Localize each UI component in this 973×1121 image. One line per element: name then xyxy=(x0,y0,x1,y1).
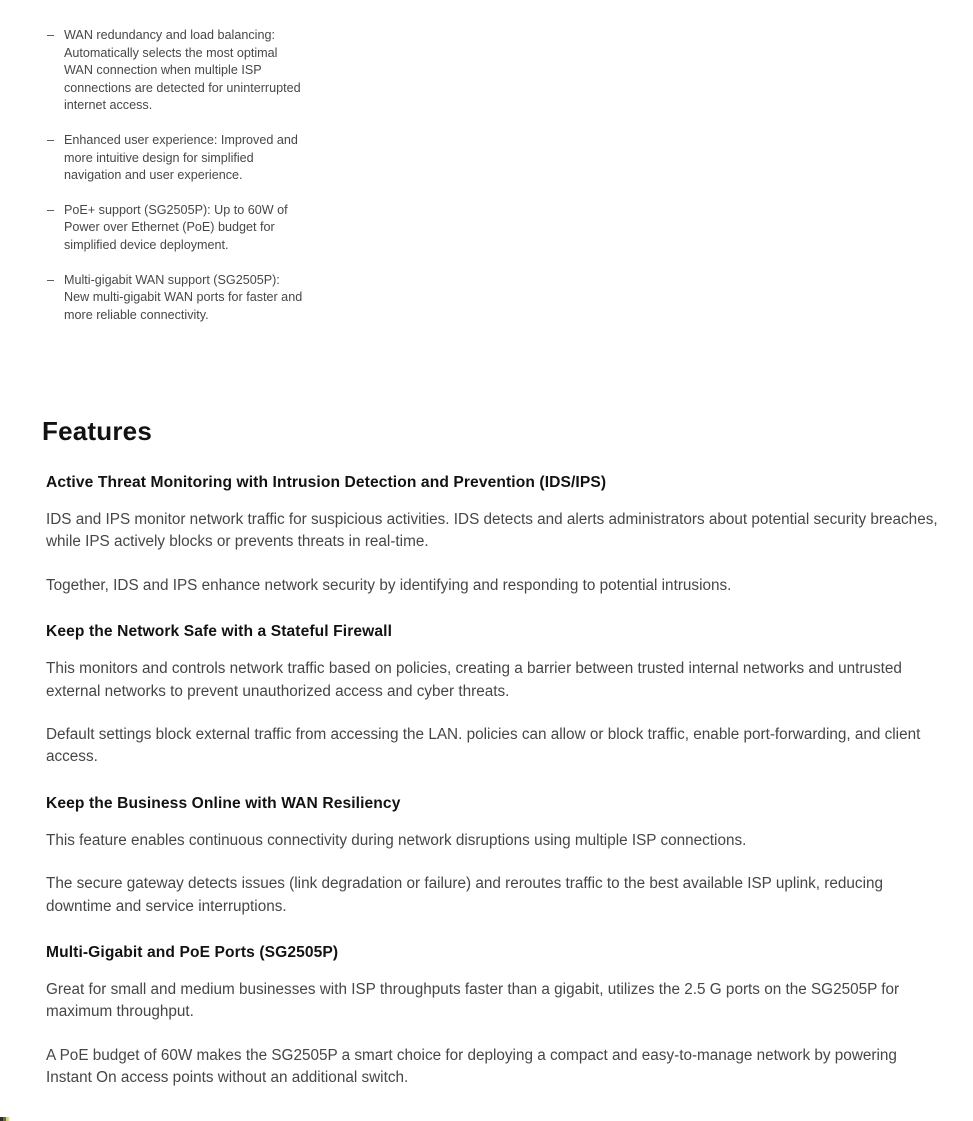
section-paragraph: A PoE budget of 60W makes the SG2505P a smart choice for deploying a compact and easy-to-manage network by powering Instant On access points without an additional switch. xyxy=(46,1046,897,1087)
section-paragraph: The secure gateway detects issues (link degradation or failure) and reroutes traffic to the best available ISP uplink, reducing downtime and service interruptions. xyxy=(46,875,883,915)
section-heading: Keep the Business Online with WAN Resiliency xyxy=(46,794,401,812)
feature-section-multi-gigabit-poe xyxy=(42,944,942,1090)
section-paragraph: Default settings block external traffic from accessing the LAN. policies can allow or block traffic, enable port-forwarding, and client access. xyxy=(46,726,921,766)
list-item xyxy=(47,202,309,255)
list-item xyxy=(47,272,309,325)
section-heading: Multi-Gigabit and PoE Ports (SG2505P) xyxy=(46,944,339,962)
page-title: Features xyxy=(42,416,152,446)
section-paragraph: IDS and IPS monitor network traffic for suspicious activities. IDS detects and alerts administrators about potential security breaches, while IPS actively blocks or prevents threats in real-time. xyxy=(46,511,938,551)
bullet-dash: – xyxy=(47,132,55,147)
list-item xyxy=(47,132,309,185)
list-item xyxy=(47,27,309,115)
bullet-dash: – xyxy=(47,28,55,42)
features-section xyxy=(42,416,942,1111)
section-paragraph: Together, IDS and IPS enhance network security by identifying and responding to potential intrusions. xyxy=(46,576,732,594)
intro-bullet-list xyxy=(47,27,309,341)
cropped-image-fragment xyxy=(0,1117,10,1121)
bullet-dash: – xyxy=(47,202,55,217)
section-heading: Keep the Network Safe with a Stateful Firewall xyxy=(46,623,393,641)
bullet-text: Multi-gigabit WAN support (SG2505P): New multi-gigabit WAN ports for faster and more reliable connectivity. xyxy=(64,272,303,322)
section-paragraph: Great for small and medium businesses with ISP throughputs faster than a gigabit, utilizes the 2.5 G ports on the SG2505P for maximum throughput. xyxy=(46,981,900,1021)
feature-section-stateful-firewall xyxy=(42,623,942,769)
section-paragraph: This feature enables continuous connectivity during network disruptions using multiple ISP connections. xyxy=(46,831,747,849)
feature-section-ids-ips xyxy=(42,474,942,597)
bullet-dash: – xyxy=(47,272,55,287)
bullet-text: WAN redundancy and load balancing: Automatically selects the most optimal WAN connection when multiple ISP connections are detected for uninterrupted internet access. xyxy=(64,28,301,113)
section-paragraph: This monitors and controls network traffic based on policies, creating a barrier between trusted internal networks and untrusted external networks to prevent unauthorized access and cyber threats. xyxy=(46,660,902,700)
bullet-text: PoE+ support (SG2505P): Up to 60W of Power over Ethernet (PoE) budget for simplified device deployment. xyxy=(64,202,288,252)
feature-section-wan-resiliency xyxy=(42,795,942,918)
section-heading: Active Threat Monitoring with Intrusion Detection and Prevention (IDS/IPS) xyxy=(46,474,607,491)
bullet-text: Enhanced user experience: Improved and more intuitive design for simplified navigation and user experience. xyxy=(64,132,298,183)
